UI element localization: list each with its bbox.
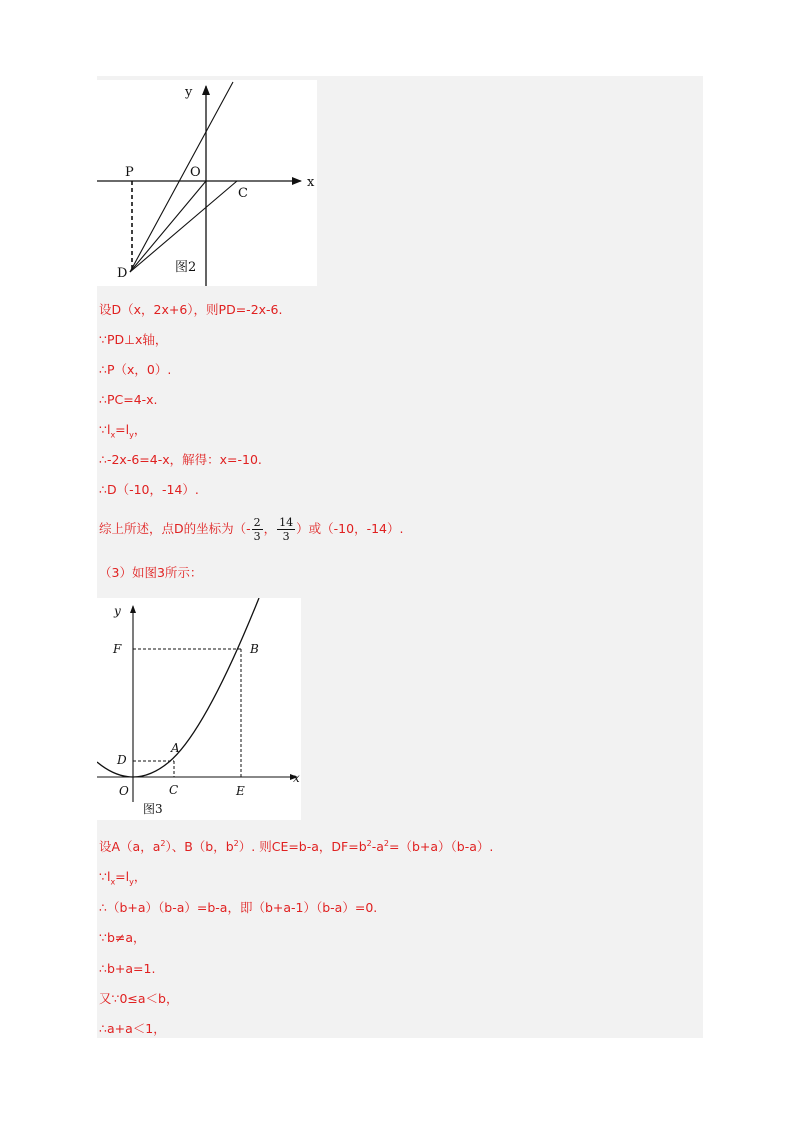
fraction-1-denominator: 3 — [253, 530, 261, 543]
solution-line-10 — [99, 839, 493, 855]
line-8-suffix: ）或（-10，-14）. — [296, 521, 404, 536]
line-11-part-c: ， — [133, 869, 147, 884]
solution-line-15: 又∵0≤a＜b， — [99, 991, 179, 1006]
solution-line-9: （3）如图3所示： — [99, 565, 203, 580]
line-5-part-c: ， — [133, 422, 147, 437]
label-d: D — [117, 266, 128, 281]
line-10-sup-3: 2 — [366, 838, 372, 848]
figure-2 — [97, 80, 317, 286]
figure-3-caption: 图3 — [143, 802, 163, 816]
line-5-part-b: =l — [115, 422, 130, 437]
solution-line-12: ∴（b+a）（b-a）=b-a，即（b+a-1）（b-a）=0. — [99, 900, 378, 915]
figure-3-graph — [97, 598, 301, 820]
figure-2-graph — [97, 80, 317, 286]
label-a: A — [171, 741, 180, 755]
fraction-two-thirds — [252, 516, 263, 543]
fraction-2-denominator: 3 — [282, 530, 290, 543]
line-10-part-e: =（b+a）（b-a）. — [389, 839, 494, 854]
label-x: x — [307, 175, 315, 190]
solution-line-4: ∴PC=4-x. — [99, 392, 158, 407]
line-through-d-steep — [130, 82, 233, 272]
solution-line-14: ∴b+a=1. — [99, 961, 156, 976]
line-11-part-b: =l — [115, 869, 130, 884]
solution-line-11 — [99, 869, 146, 885]
label-p: P — [125, 165, 134, 180]
figure-3 — [97, 598, 301, 820]
fraction-2-numerator: 14 — [279, 516, 294, 529]
line-11-part-a: ∵l — [99, 869, 111, 884]
line-11-sub-1: x — [110, 877, 116, 887]
solution-line-3: ∴P（x，0）. — [99, 362, 172, 377]
line-10-sup-1: 2 — [160, 838, 166, 848]
label-e: E — [236, 784, 245, 798]
solution-line-16: ∴a+a＜1， — [99, 1021, 166, 1036]
label-c: C — [238, 186, 248, 201]
label-y: y — [114, 604, 121, 618]
solution-line-6: ∴-2x-6=4-x，解得：x=-10. — [99, 452, 262, 467]
line-10-part-d: -a — [371, 839, 384, 854]
solution-line-8 — [99, 516, 403, 543]
line-8-separator: ， — [263, 521, 277, 536]
figure-2-caption: 图2 — [175, 260, 197, 275]
line-8-prefix: 综上所述，点D的坐标为（- — [99, 521, 251, 536]
solution-line-1: 设D（x，2x+6），则PD=-2x-6. — [99, 302, 283, 317]
label-f: F — [113, 642, 122, 656]
fraction-fourteen-thirds — [277, 516, 295, 543]
label-d: D — [117, 753, 127, 767]
line-5-sub-2: y — [129, 430, 134, 440]
line-10-part-b: ）、B（b，b — [165, 839, 234, 854]
line-10-part-a: 设A（a，a — [99, 839, 161, 854]
label-c: C — [169, 783, 179, 797]
line-11-sub-2: y — [129, 877, 134, 887]
line-5-sub-1: x — [110, 430, 116, 440]
line-10-sup-4: 2 — [383, 838, 389, 848]
line-d-to-c — [130, 181, 237, 272]
line-10-part-c: ）. 则CE=b-a，DF=b — [238, 839, 367, 854]
solution-line-13: ∵b≠a， — [99, 930, 146, 945]
label-x: x — [293, 771, 300, 785]
label-b: B — [250, 642, 259, 656]
line-d-to-o — [130, 181, 206, 272]
line-10-sup-2: 2 — [233, 838, 239, 848]
solution-line-5 — [99, 422, 146, 438]
label-o: O — [190, 165, 201, 180]
label-o: O — [119, 784, 129, 798]
solution-line-2: ∵PD⊥x轴， — [99, 332, 168, 347]
fraction-1-numerator: 2 — [253, 516, 261, 529]
line-5-part-a: ∵l — [99, 422, 111, 437]
label-y: y — [185, 85, 193, 100]
solution-line-7: ∴D（-10，-14）. — [99, 482, 199, 497]
